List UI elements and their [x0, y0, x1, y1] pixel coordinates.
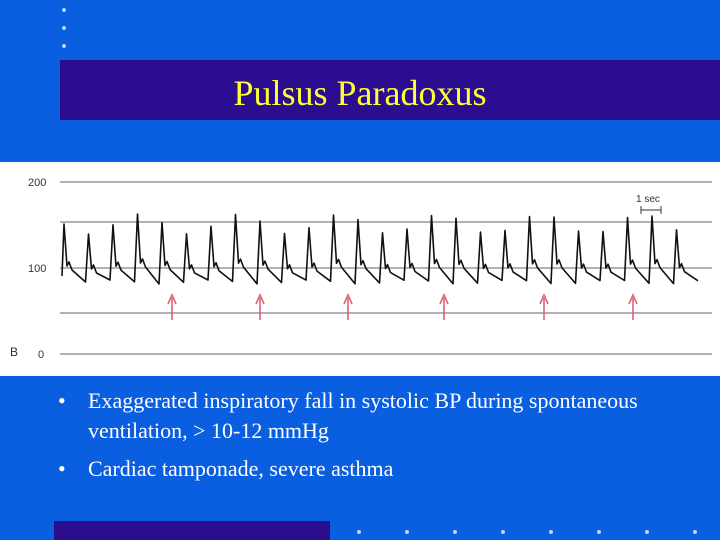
dot: [501, 530, 505, 534]
dot: [405, 530, 409, 534]
pressure-waveform: [62, 214, 698, 284]
bullet-list: [58, 386, 698, 492]
inspiration-arrow: [168, 295, 176, 320]
bullet-marker: •: [58, 456, 66, 481]
inspiration-arrow: [440, 295, 448, 320]
dot: [597, 530, 601, 534]
panel-label: B: [10, 345, 19, 359]
y-tick-label: 100: [28, 263, 47, 275]
bullet-text: Cardiac tamponade, severe asthma: [88, 456, 394, 481]
inspiration-arrow: [344, 295, 352, 320]
bottom-accent-bar: [54, 521, 330, 540]
dot: [62, 26, 66, 30]
inspiration-arrow: [629, 295, 637, 320]
scale-bar: [641, 206, 661, 214]
inspiration-arrow: [256, 295, 264, 320]
bullet-item: [58, 454, 698, 484]
dot: [453, 530, 457, 534]
pressure-trace-figure: [0, 162, 720, 376]
bullet-item: [58, 386, 698, 446]
dot: [62, 8, 66, 12]
dot: [693, 530, 697, 534]
dot: [645, 530, 649, 534]
slide-title: Pulsus Paradoxus: [233, 73, 487, 113]
y-tick-label: 0: [38, 349, 45, 361]
dot: [357, 530, 361, 534]
scale-bar-label: 1 sec: [636, 194, 660, 205]
inspiration-arrow: [540, 295, 548, 320]
dot: [62, 44, 66, 48]
inspiration-arrows: [168, 295, 637, 320]
y-tick-label: 200: [28, 177, 47, 189]
bullet-text: Exaggerated inspiratory fall in systolic BP during spontaneous ventilation, > 10-12 mmHg: [88, 388, 638, 443]
pressure-trace-svg: [0, 162, 720, 376]
dot: [549, 530, 553, 534]
bullet-marker: •: [58, 388, 66, 413]
title-bar: [60, 60, 720, 120]
